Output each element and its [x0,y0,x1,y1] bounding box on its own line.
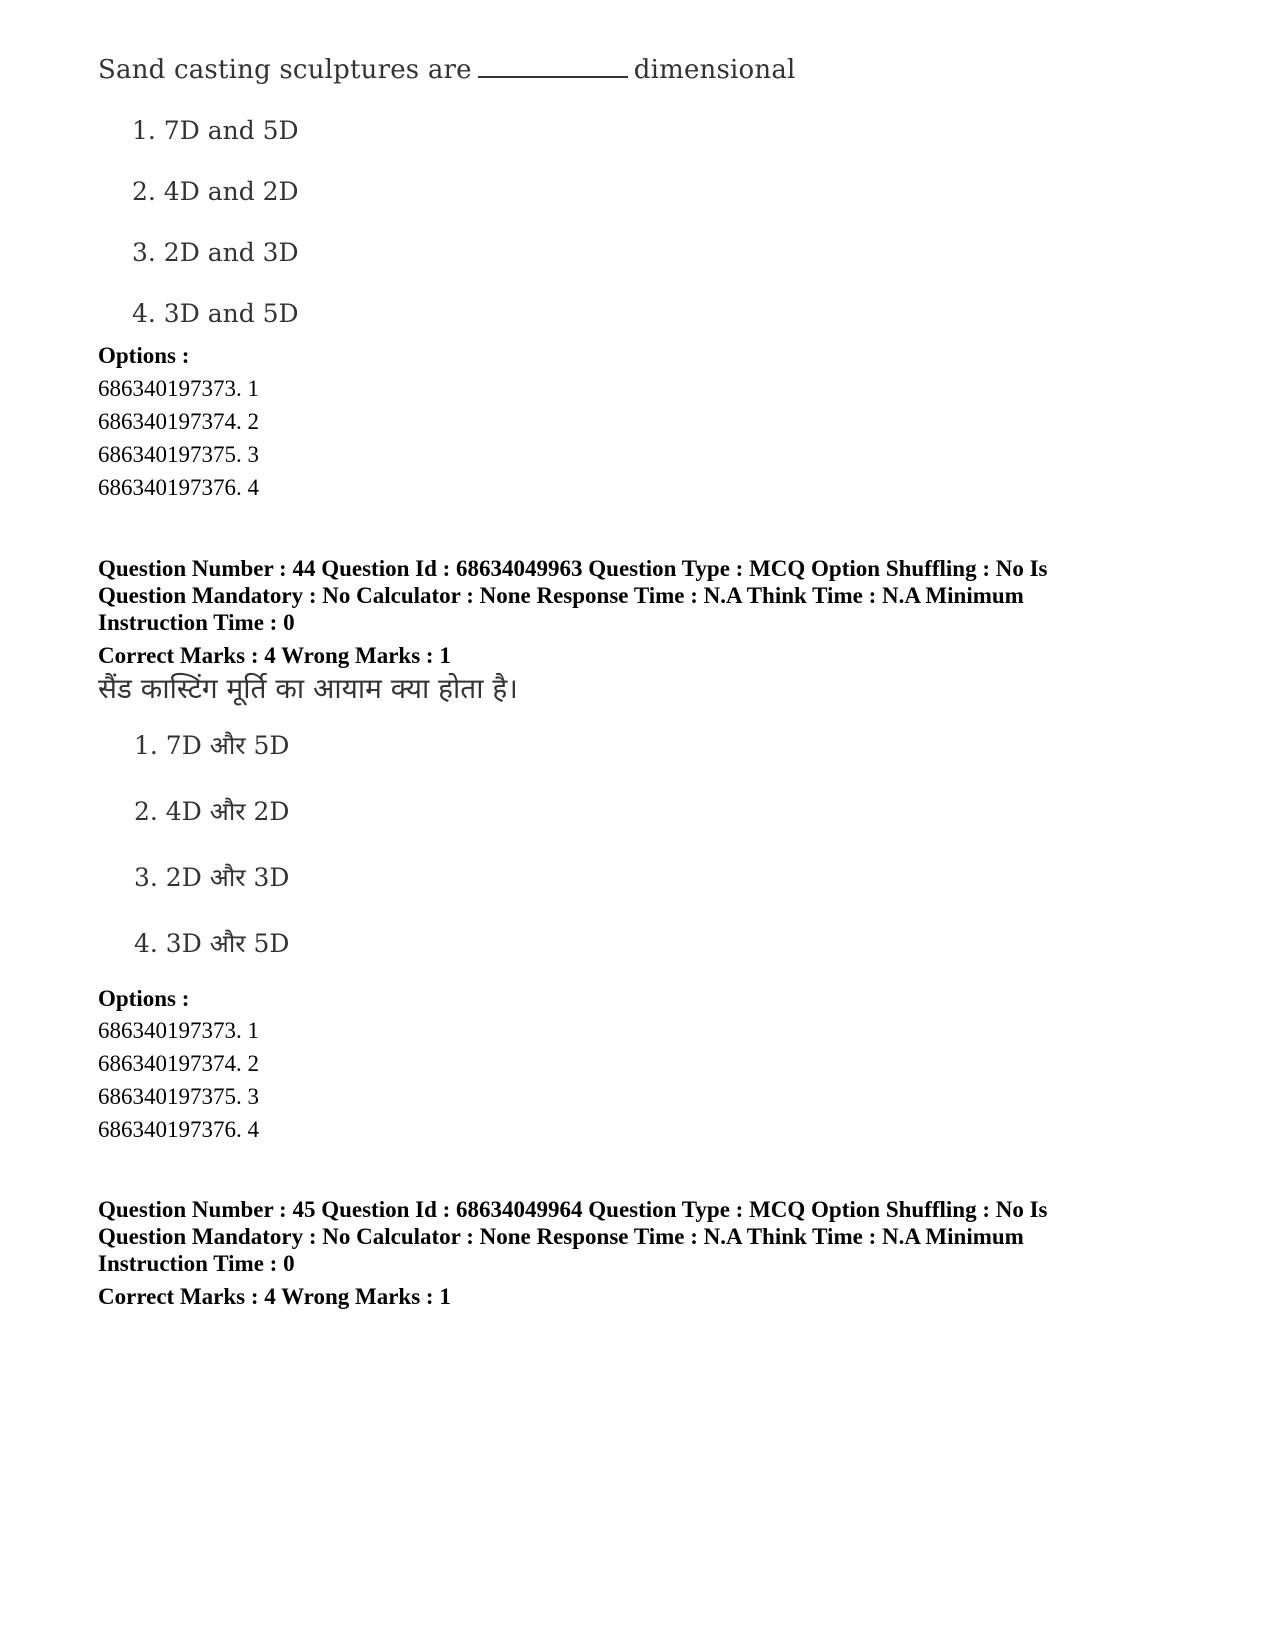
q44-choice-1-num: 1. 7D [134,731,202,760]
q44-option-2: 686340197374. 2 [98,1051,259,1076]
q44-choice-2-num: 2. 4D [134,797,202,826]
q43-choice-1: 1. 7D and 5D [132,116,299,145]
q44-choice-2 [134,794,289,828]
q43-choice-4: 4. 3D and 5D [132,299,299,328]
q44-meta-line-2: Question Mandatory : No Calculator : None Response Time : N.A Think Time : N.A Minimum [98,583,1024,608]
q45-meta-line-1: Question Number : 45 Question Id : 68634049964 Question Type : MCQ Option Shuffling : No Is [98,1197,1048,1222]
q44-choice-2-word: और [209,797,246,826]
q44-choice-4-num: 4. 3D [134,929,202,958]
q44-choice-1 [134,728,289,762]
q43-option-1: 686340197373. 1 [98,376,259,401]
q43-choice-2: 2. 4D and 2D [132,177,299,206]
q43-answer-blank [478,54,628,78]
q44-options-list [98,1014,259,1146]
q44-option-4: 686340197376. 4 [98,1117,259,1142]
q44-choice-3-num: 3. 2D [134,863,202,892]
q44-meta-line-1: Question Number : 44 Question Id : 68634049963 Question Type : MCQ Option Shuffling : No Is [98,556,1048,581]
q43-options-label: Options : [98,343,190,368]
q44-choice-1-end: 5D [253,731,290,760]
q43-question-image [98,54,998,344]
q44-choice-3 [134,860,289,894]
q44-choice-3-word: और [209,863,246,892]
q44-option-3: 686340197375. 3 [98,1084,259,1109]
q43-option-4: 686340197376. 4 [98,475,259,500]
q43-option-3: 686340197375. 3 [98,442,259,467]
q44-choice-2-end: 2D [253,797,290,826]
q44-options-label: Options : [98,986,190,1011]
q44-choice-4 [134,926,289,960]
q44-choice-1-word: और [209,731,246,760]
q43-choice-3: 3. 2D and 3D [132,238,299,267]
q44-question-text: सैंड कास्टिंग मूर्ति का आयाम क्या होता है। [98,672,518,705]
q44-meta-line-3: Instruction Time : 0 [98,610,295,635]
q45-marks: Correct Marks : 4 Wrong Marks : 1 [98,1284,451,1309]
q43-question-text-before: Sand casting sculptures are [98,55,472,85]
q44-option-1: 686340197373. 1 [98,1018,259,1043]
q44-marks: Correct Marks : 4 Wrong Marks : 1 [98,643,451,668]
q45-meta [98,1196,1188,1277]
q43-options-list [98,372,259,504]
q43-option-2: 686340197374. 2 [98,409,259,434]
q43-question-text-after: dimensional [633,55,796,85]
q43-question-text [98,54,796,85]
q44-choice-3-end: 3D [253,863,290,892]
q45-meta-line-3: Instruction Time : 0 [98,1251,295,1276]
q44-choice-4-end: 5D [253,929,290,958]
q44-meta [98,555,1188,636]
q45-meta-line-2: Question Mandatory : No Calculator : None Response Time : N.A Think Time : N.A Minimum [98,1224,1024,1249]
q44-question-image [98,672,998,972]
q44-choice-4-word: और [209,929,246,958]
